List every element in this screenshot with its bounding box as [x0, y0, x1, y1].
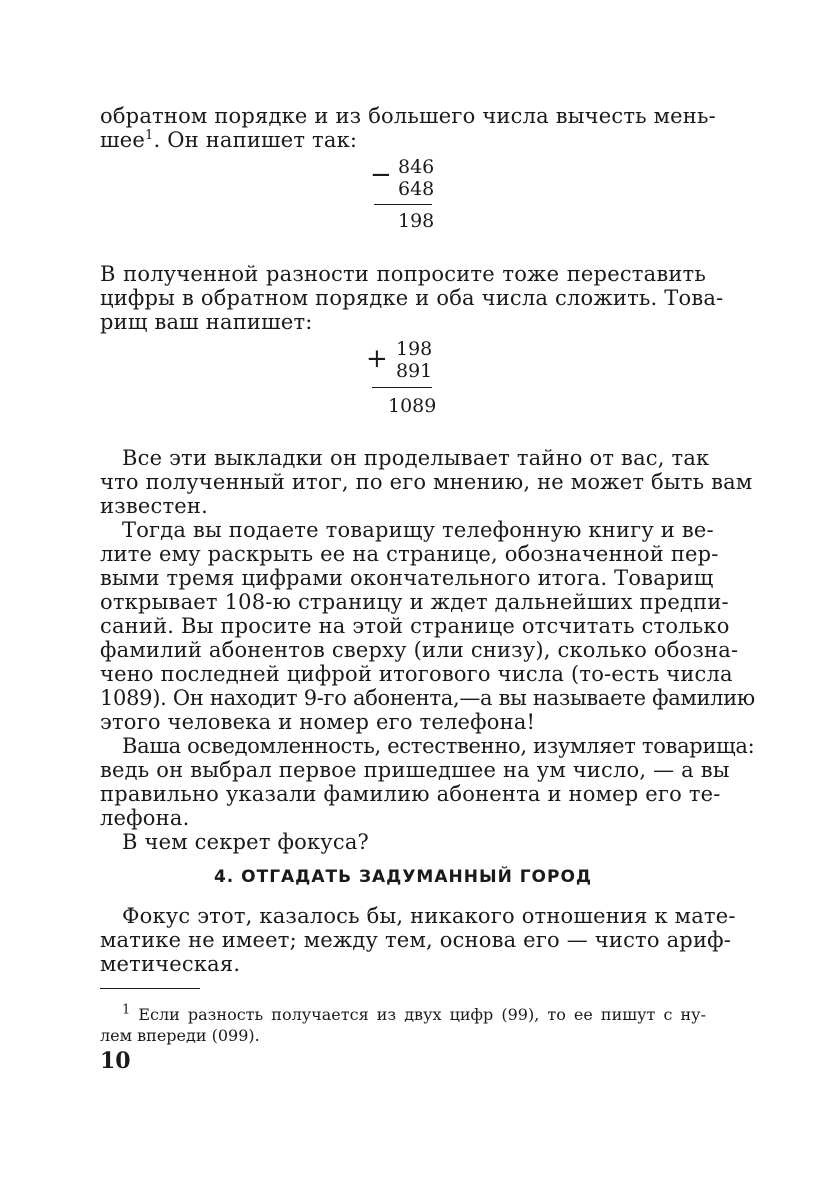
- text-line: известен.: [100, 494, 208, 518]
- text-line: лефона.: [100, 806, 190, 830]
- plus-sign: +: [366, 344, 388, 374]
- text-line: выми тремя цифрами окончательного итога. Товарищ: [100, 566, 714, 590]
- text-fragment: . Он напишет так:: [153, 128, 358, 152]
- footnote-line: лем впереди (099).: [100, 1026, 260, 1045]
- text-line: лите ему раскрыть ее на странице, обозначенной пер-: [100, 542, 719, 566]
- text-line: метическая.: [100, 952, 241, 976]
- text-line: матике не имеет; между тем, основа его — чисто ариф-: [100, 928, 732, 952]
- operand: 846: [398, 156, 435, 178]
- text-line: фамилий абонентов сверху (или снизу), сколько обозна-: [100, 638, 739, 662]
- text-line: что полученный итог, по его мнению, не может быть вам: [100, 470, 753, 494]
- text-line: Фокус этот, казалось бы, никакого отношения к мате-: [122, 904, 736, 928]
- addition-calculation: [366, 338, 446, 420]
- text-line: Все эти выкладки он проделывает тайно от вас, так: [122, 446, 710, 470]
- sum-rule: [372, 387, 432, 388]
- footnote-line: [100, 1004, 706, 1025]
- text-line: [100, 128, 706, 152]
- text-line: саний. Вы просите на этой странице отсчитать столько: [100, 614, 730, 638]
- text-line: этого человека и номер его телефона!: [100, 710, 536, 734]
- section-heading: 4. ОТГАДАТЬ ЗАДУМАННЫЙ ГОРОД: [213, 867, 593, 887]
- subtraction-calculation: [370, 156, 440, 236]
- minus-sign: −: [370, 160, 392, 190]
- text-line: цифры в обратном порядке и оба числа сложить. Това-: [100, 286, 724, 310]
- text-line: правильно указали фамилию абонента и номер его те-: [100, 782, 721, 806]
- operand: 198: [396, 338, 433, 360]
- operand: 891: [396, 360, 433, 382]
- text-line: рищ ваш напишет:: [100, 310, 313, 334]
- text-fragment: шее: [100, 128, 145, 152]
- text-line: Тогда вы подаете товарищу телефонную книгу и ве-: [122, 518, 714, 542]
- sum-rule: [374, 204, 432, 205]
- operand: 648: [398, 178, 435, 200]
- text-line: В чем секрет фокуса?: [122, 830, 370, 854]
- footnote-reference: 1: [144, 128, 154, 143]
- text-line: открывает 108-ю страницу и ждет дальнейших предпи-: [100, 590, 729, 614]
- text-line: В полученной разности попросите тоже переставить: [100, 262, 706, 286]
- footnote-divider: [100, 988, 200, 989]
- text-line: Ваша осведомленность, естественно, изумляет товарища:: [122, 734, 755, 758]
- text-line: ведь он выбрал первое пришедшее на ум число, — а вы: [100, 758, 730, 782]
- text-line: обратном порядке и из большего числа вычесть мень-: [100, 104, 716, 128]
- text-line: 1089). Он находит 9-го абонента,—а вы называете фамилию: [100, 686, 755, 710]
- footnote-text: Если разность получается из двух цифр (99), то ее пишут с ну-: [138, 1005, 706, 1024]
- result: 1089: [388, 395, 437, 417]
- text-line: чено последней цифрой итогового числа (то-есть числа: [100, 662, 733, 686]
- footnote-mark: 1: [122, 1002, 131, 1018]
- result: 198: [398, 210, 435, 232]
- page-number: 10: [100, 1048, 131, 1074]
